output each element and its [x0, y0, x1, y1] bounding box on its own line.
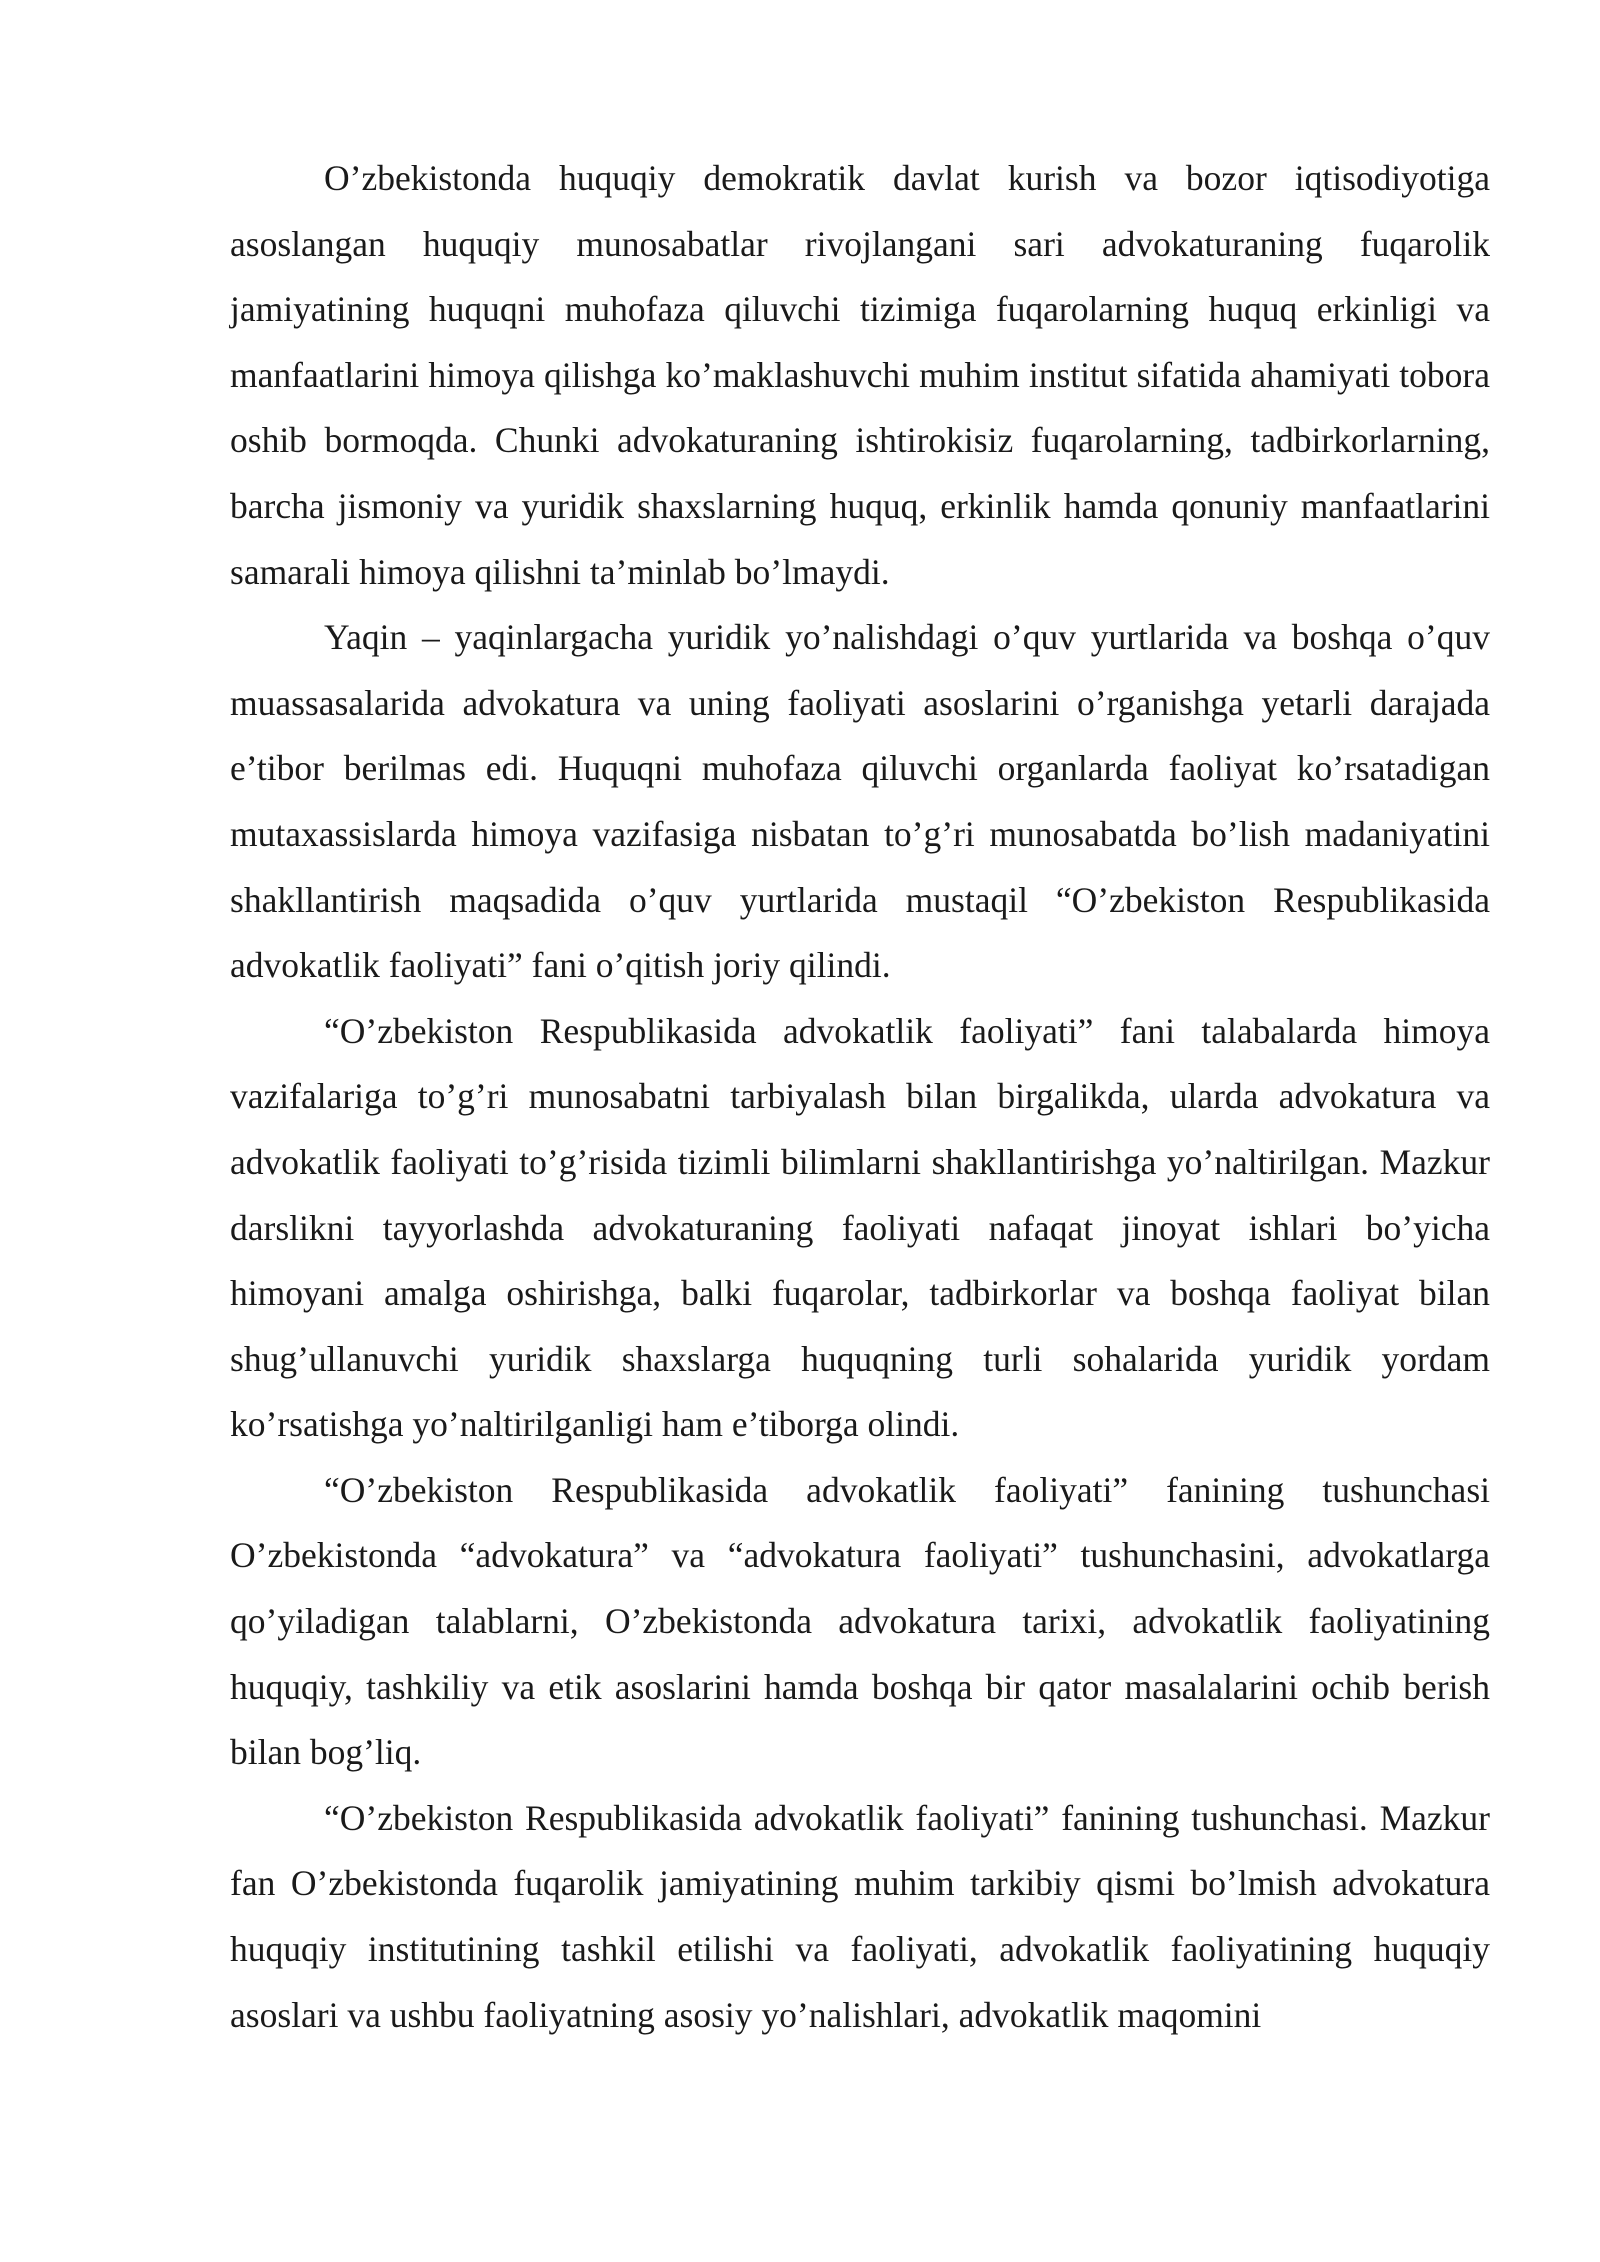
paragraph-2: Yaqin – yaqinlargacha yuridik yo’nalishdagi o’quv yurtlarida va boshqa o’quv muassasalarida advokatura va uning faoliyati asoslarini o’rganishga yetarli darajada e’tibor berilmas edi. Huquqni muhofaza qiluvchi organlarda faoliyat ko’rsatadigan mutaxassislarda himoya vazifasiga nisbatan to’g’ri munosabatda bo’lish madaniyatini shakllantirish maqsadida o’quv yurtlarida mustaqil “O’zbekiston Respublikasida advokatlik faoliyati” fani o’qitish joriy qilindi.	[230, 617, 1490, 986]
paragraph-4: “O’zbekiston Respublikasida advokatlik faoliyati” fanining tushunchasi O’zbekistonda “advokatura” va “advokatura faoliyati” tushunchasini, advokatlarga qo’yiladigan talablarni, O’zbekistonda advokatura tarixi, advokatlik faoliyatining huquqiy, tashkiliy va etik asoslarini hamda boshqa bir qator masalalarini ochib berish bilan bog’liq.	[230, 1469, 1490, 1773]
document-page	[230, 146, 1490, 2048]
paragraph-1: O’zbekistonda huquqiy demokratik davlat kurish va bozor iqtisodiyotiga asoslangan huquqiy munosabatlar rivojlangani sari advokaturaning fuqarolik jamiyatining huquqni muhofaza qiluvchi tizimiga fuqarolarning huquq erkinligi va manfaatlarini himoya qilishga ko’maklashuvchi muhim institut sifatida ahamiyati tobora oshib bormoqda. Chunki advokaturaning ishtirokisiz fuqarolarning, tadbirkorlarning, barcha jismoniy va yuridik shaxslarning huquq, erkinlik hamda qonuniy manfaatlarini samarali himoya qilishni ta’minlab bo’lmaydi.	[230, 158, 1490, 592]
paragraph-3: “O’zbekiston Respublikasida advokatlik faoliyati” fani talabalarda himoya vazifalariga to’g’ri munosabatni tarbiyalash bilan birgalikda, ularda advokatura va advokatlik faoliyati to’g’risida tizimli bilimlarni shakllantirishga yo’naltirilgan. Mazkur darslikni tayyorlashda advokaturaning faoliyati nafaqat jinoyat ishlari bo’yicha himoyani amalga oshirishga, balki fuqarolar, tadbirkorlar va boshqa faoliyat bilan shug’ullanuvchi yuridik shaxslarga huquqning turli sohalarida yuridik yordam ko’rsatishga yo’naltirilganligi ham e’tiborga olindi.	[230, 1010, 1490, 1445]
paragraph-5: “O’zbekiston Respublikasida advokatlik faoliyati” fanining tushunchasi. Mazkur fan O’zbekistonda fuqarolik jamiyatining muhim tarkibiy qismi bo’lmish advokatura huquqiy institutining tashkil etilishi va faoliyati, advokatlik faoliyatining huquqiy asoslari va ushbu faoliyatning asosiy yo’nalishlari, advokatlik maqomini	[230, 1797, 1490, 2035]
